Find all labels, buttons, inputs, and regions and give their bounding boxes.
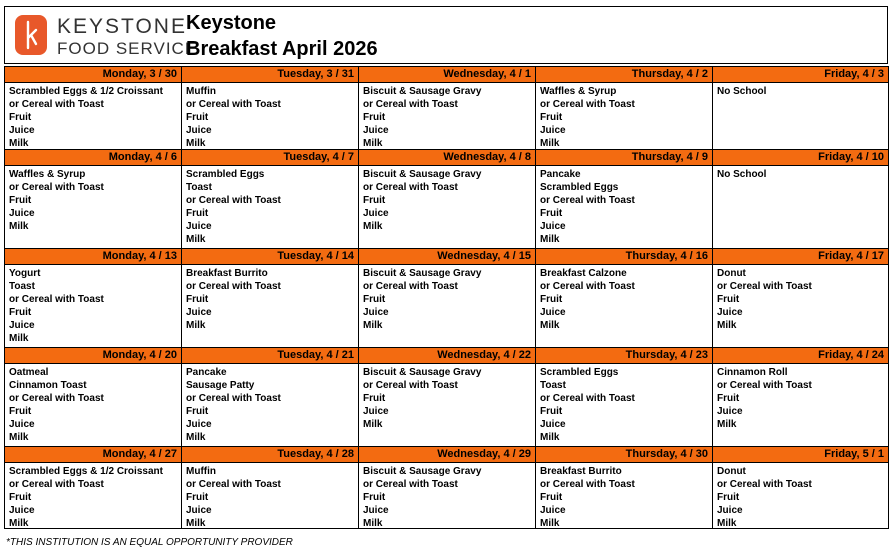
page-title: Keystone	[186, 12, 277, 34]
day-header: Thursday, 4 / 2	[536, 66, 713, 83]
menu-item: or Cereal with Toast	[9, 294, 104, 305]
menu-item: Fruit	[9, 492, 32, 503]
day-menu-cell	[713, 83, 889, 149]
menu-item: or Cereal with Toast	[363, 380, 458, 391]
footer-note: *THIS INSTITUTION IS AN EQUAL OPPORTUNITY PROVIDER	[6, 537, 293, 548]
day-menu-cell	[536, 265, 713, 347]
day-header: Tuesday, 4 / 28	[182, 446, 359, 463]
menu-item: Milk	[186, 518, 206, 529]
menu-item: Scrambled Eggs	[540, 182, 619, 193]
day-header: Wednesday, 4 / 15	[359, 248, 536, 265]
menu-item: Scrambled Eggs	[186, 169, 265, 180]
day-menu-cell	[713, 364, 889, 446]
week-header-row	[4, 446, 888, 463]
day-header: Friday, 4 / 24	[713, 347, 889, 364]
menu-item: Fruit	[363, 492, 386, 503]
day-menu-cell	[182, 265, 359, 347]
menu-item: Donut	[717, 268, 746, 279]
menu-item: Biscuit & Sausage Gravy	[363, 466, 482, 477]
menu-item: Milk	[186, 320, 206, 331]
menu-item: Fruit	[363, 393, 386, 404]
menu-item: Milk	[9, 432, 29, 443]
week-header-row	[4, 149, 888, 166]
day-menu-cell	[5, 166, 182, 248]
menu-item: Juice	[363, 406, 389, 417]
menu-item: Fruit	[540, 406, 563, 417]
menu-item: Juice	[540, 505, 566, 516]
day-header: Friday, 4 / 10	[713, 149, 889, 166]
menu-item: Milk	[363, 138, 383, 149]
menu-item: Juice	[9, 125, 35, 136]
day-menu-cell	[536, 166, 713, 248]
day-header: Tuesday, 4 / 14	[182, 248, 359, 265]
menu-item: Juice	[717, 505, 743, 516]
day-menu-cell	[359, 166, 536, 248]
menu-item: Fruit	[186, 112, 209, 123]
menu-item: Fruit	[540, 492, 563, 503]
week-header-row	[4, 347, 888, 364]
menu-item: Waffles & Syrup	[9, 169, 86, 180]
menu-item: Juice	[540, 221, 566, 232]
menu-item: Pancake	[540, 169, 581, 180]
menu-item: Scrambled Eggs & 1/2 Croissant	[9, 86, 163, 97]
day-header: Thursday, 4 / 23	[536, 347, 713, 364]
day-header: Thursday, 4 / 30	[536, 446, 713, 463]
day-header: Wednesday, 4 / 29	[359, 446, 536, 463]
menu-item: Oatmeal	[9, 367, 49, 378]
menu-item: Juice	[186, 307, 212, 318]
menu-item: Juice	[186, 125, 212, 136]
day-header: Friday, 4 / 17	[713, 248, 889, 265]
menu-item: Milk	[186, 432, 206, 443]
menu-item: Juice	[540, 419, 566, 430]
day-menu-cell	[5, 265, 182, 347]
menu-item: Toast	[186, 182, 212, 193]
menu-item: Juice	[9, 208, 35, 219]
menu-item: or Cereal with Toast	[186, 281, 281, 292]
menu-item: Milk	[186, 234, 206, 245]
menu-item: Juice	[9, 419, 35, 430]
menu-item: Scrambled Eggs & 1/2 Croissant	[9, 466, 163, 477]
day-menu-cell	[5, 463, 182, 529]
menu-item: Milk	[363, 320, 383, 331]
day-menu-cell	[536, 463, 713, 529]
day-header: Tuesday, 3 / 31	[182, 66, 359, 83]
menu-item: Milk	[9, 333, 29, 344]
menu-item: Fruit	[540, 112, 563, 123]
logo-k-glyph	[25, 20, 39, 50]
menu-item: or Cereal with Toast	[717, 380, 812, 391]
week-menu-row	[4, 83, 888, 149]
day-menu-cell	[5, 83, 182, 149]
menu-item: Juice	[363, 208, 389, 219]
week-menu-row	[4, 364, 888, 446]
day-header: Monday, 4 / 27	[5, 446, 182, 463]
menu-item: Muffin	[186, 86, 216, 97]
day-header: Monday, 3 / 30	[5, 66, 182, 83]
day-menu-cell	[359, 364, 536, 446]
menu-calendar	[4, 66, 888, 529]
menu-item: Milk	[717, 320, 737, 331]
day-menu-cell	[182, 166, 359, 248]
keystone-logo-icon	[15, 15, 47, 55]
menu-item: or Cereal with Toast	[9, 99, 104, 110]
day-menu-cell	[5, 364, 182, 446]
menu-item: or Cereal with Toast	[540, 479, 635, 490]
menu-item: Fruit	[186, 492, 209, 503]
menu-item: Fruit	[9, 195, 32, 206]
menu-item: Juice	[363, 307, 389, 318]
menu-item: Milk	[9, 518, 29, 529]
day-header: Tuesday, 4 / 7	[182, 149, 359, 166]
week-menu-row	[4, 463, 888, 529]
day-menu-cell	[536, 83, 713, 149]
menu-item: Cinnamon Roll	[717, 367, 788, 378]
week-header-row	[4, 66, 888, 83]
menu-item: Fruit	[717, 294, 740, 305]
menu-item: Breakfast Burrito	[186, 268, 268, 279]
menu-item: Juice	[363, 125, 389, 136]
menu-item: Biscuit & Sausage Gravy	[363, 367, 482, 378]
day-menu-cell	[359, 463, 536, 529]
menu-item: or Cereal with Toast	[363, 99, 458, 110]
menu-item: or Cereal with Toast	[363, 281, 458, 292]
menu-item: Waffles & Syrup	[540, 86, 617, 97]
menu-item: Juice	[540, 125, 566, 136]
menu-item: or Cereal with Toast	[540, 195, 635, 206]
menu-item: Fruit	[186, 208, 209, 219]
menu-item: Pancake	[186, 367, 227, 378]
menu-item: Juice	[9, 320, 35, 331]
brand-subtitle: FOOD SERVICE	[57, 39, 198, 58]
week-header-row	[4, 248, 888, 265]
menu-item: Fruit	[717, 492, 740, 503]
menu-item: Biscuit & Sausage Gravy	[363, 268, 482, 279]
menu-item: Muffin	[186, 466, 216, 477]
menu-item: Milk	[540, 432, 560, 443]
menu-item: Juice	[717, 307, 743, 318]
menu-item: Milk	[540, 320, 560, 331]
menu-item: Fruit	[363, 294, 386, 305]
day-menu-cell	[713, 166, 889, 248]
day-header: Wednesday, 4 / 22	[359, 347, 536, 364]
menu-item: Scrambled Eggs	[540, 367, 619, 378]
menu-item: Milk	[540, 518, 560, 529]
week-menu-row	[4, 265, 888, 347]
menu-item: Milk	[186, 138, 206, 149]
menu-item: Juice	[717, 406, 743, 417]
brand-name: KEYSTONE	[57, 15, 187, 38]
menu-item: Juice	[363, 505, 389, 516]
day-menu-cell	[713, 463, 889, 529]
menu-item: or Cereal with Toast	[363, 182, 458, 193]
menu-item: Fruit	[186, 406, 209, 417]
menu-item: or Cereal with Toast	[540, 281, 635, 292]
menu-item: Biscuit & Sausage Gravy	[363, 169, 482, 180]
day-header: Monday, 4 / 20	[5, 347, 182, 364]
menu-item: Fruit	[540, 294, 563, 305]
menu-item: Biscuit & Sausage Gravy	[363, 86, 482, 97]
day-menu-cell	[182, 83, 359, 149]
day-menu-cell	[713, 265, 889, 347]
day-header: Wednesday, 4 / 8	[359, 149, 536, 166]
menu-item: Milk	[9, 138, 29, 149]
menu-item: Milk	[363, 518, 383, 529]
day-menu-cell	[359, 83, 536, 149]
menu-item: or Cereal with Toast	[540, 393, 635, 404]
day-header: Tuesday, 4 / 21	[182, 347, 359, 364]
menu-item: or Cereal with Toast	[9, 182, 104, 193]
menu-item: or Cereal with Toast	[717, 281, 812, 292]
menu-item: Milk	[363, 221, 383, 232]
day-header: Friday, 5 / 1	[713, 446, 889, 463]
day-header: Friday, 4 / 3	[713, 66, 889, 83]
menu-item: Juice	[9, 505, 35, 516]
week-menu-row	[4, 166, 888, 248]
menu-item: No School	[717, 169, 767, 180]
menu-item: Fruit	[363, 195, 386, 206]
menu-item: Milk	[717, 419, 737, 430]
day-header: Wednesday, 4 / 1	[359, 66, 536, 83]
menu-item: Milk	[363, 419, 383, 430]
menu-item: Milk	[9, 221, 29, 232]
menu-item: Fruit	[9, 307, 32, 318]
menu-item: Sausage Patty	[186, 380, 255, 391]
day-menu-cell	[182, 364, 359, 446]
day-menu-cell	[536, 364, 713, 446]
menu-item: Milk	[540, 234, 560, 245]
menu-item: Juice	[186, 505, 212, 516]
menu-item: Fruit	[540, 208, 563, 219]
menu-item: Toast	[540, 380, 566, 391]
menu-item: or Cereal with Toast	[540, 99, 635, 110]
menu-item: Breakfast Burrito	[540, 466, 622, 477]
menu-item: Fruit	[363, 112, 386, 123]
day-menu-cell	[182, 463, 359, 529]
menu-item: Juice	[540, 307, 566, 318]
menu-item: or Cereal with Toast	[186, 195, 281, 206]
menu-item: or Cereal with Toast	[186, 393, 281, 404]
day-header: Monday, 4 / 6	[5, 149, 182, 166]
menu-item: Breakfast Calzone	[540, 268, 627, 279]
menu-item: Fruit	[9, 112, 32, 123]
menu-item: Cinnamon Toast	[9, 380, 87, 391]
menu-item: Yogurt	[9, 268, 41, 279]
day-header: Monday, 4 / 13	[5, 248, 182, 265]
menu-item: Donut	[717, 466, 746, 477]
menu-title: Breakfast April 2026	[186, 38, 378, 60]
menu-item: Fruit	[9, 406, 32, 417]
menu-item: or Cereal with Toast	[186, 479, 281, 490]
menu-item: Toast	[9, 281, 35, 292]
menu-item: Fruit	[717, 393, 740, 404]
day-header: Thursday, 4 / 16	[536, 248, 713, 265]
menu-item: Fruit	[186, 294, 209, 305]
day-menu-cell	[359, 265, 536, 347]
menu-item: No School	[717, 86, 767, 97]
menu-item: or Cereal with Toast	[186, 99, 281, 110]
menu-item: or Cereal with Toast	[9, 393, 104, 404]
menu-item: Juice	[186, 221, 212, 232]
menu-item: Juice	[186, 419, 212, 430]
menu-item: Milk	[717, 518, 737, 529]
menu-item: or Cereal with Toast	[363, 479, 458, 490]
day-header: Thursday, 4 / 9	[536, 149, 713, 166]
menu-item: or Cereal with Toast	[717, 479, 812, 490]
menu-item: Milk	[540, 138, 560, 149]
menu-item: or Cereal with Toast	[9, 479, 104, 490]
menu-header	[4, 6, 888, 64]
